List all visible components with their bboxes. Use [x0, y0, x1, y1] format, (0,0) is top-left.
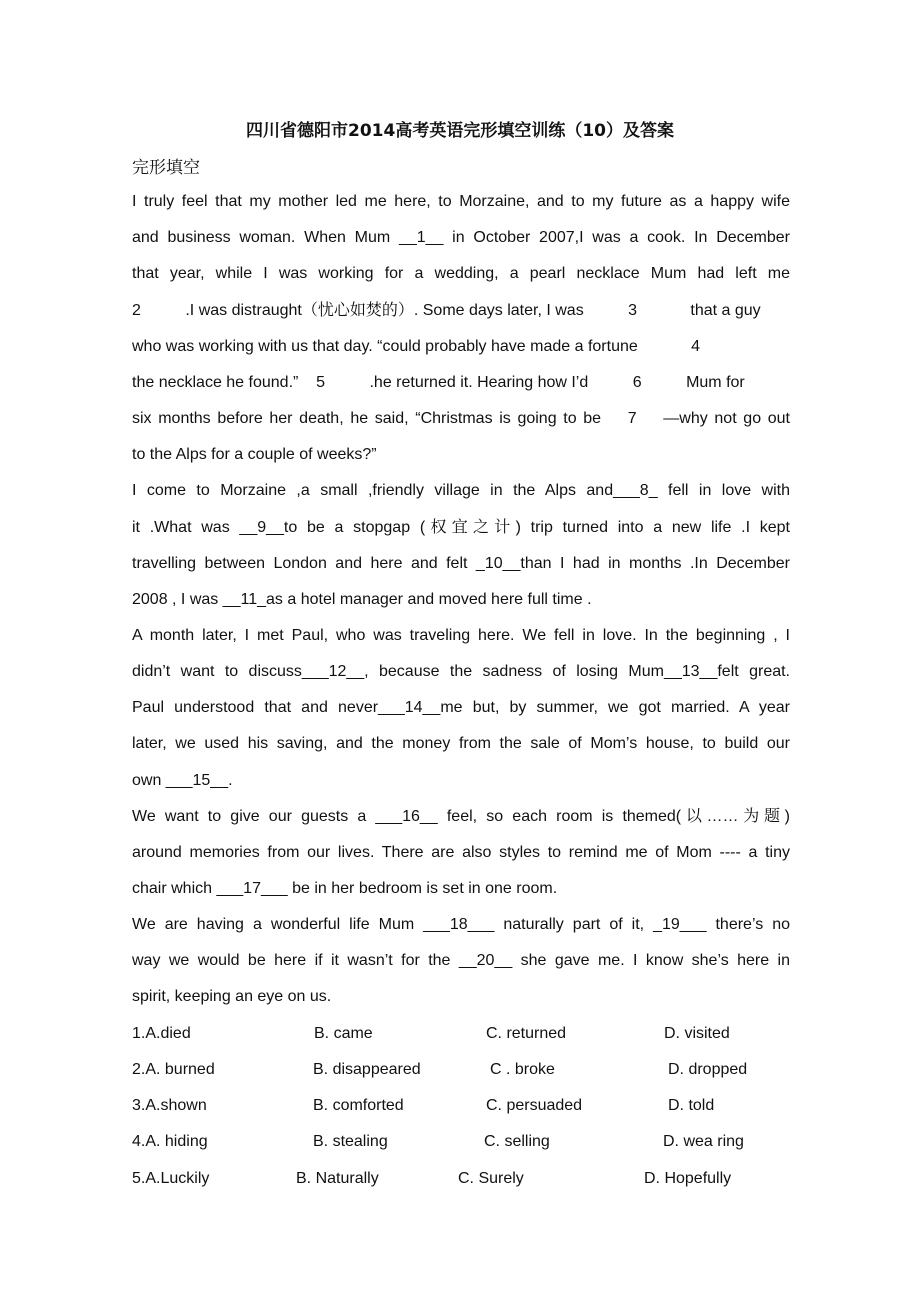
- option-b: B. came: [314, 1025, 373, 1042]
- passage-line: We want to give our guests a ___16__ feel, so each room is themed(以……为题): [132, 808, 790, 825]
- passage-line: chair which ___17___ be in her bedroom is set in one room.: [132, 880, 558, 897]
- option-d: D. visited: [664, 1025, 730, 1042]
- section-heading: 完形填空: [132, 158, 200, 178]
- passage-line: A month later, I met Paul, who was traveling here. We fell in love. In the beginning , I: [132, 627, 790, 644]
- passage-line: I come to Morzaine ,a small ,friendly village in the Alps and___8_ fell in love with: [132, 482, 790, 499]
- option-b: B. comforted: [313, 1097, 404, 1114]
- passage-line: the necklace he found.” 5 .he returned it. Hearing how I’d 6 Mum for: [132, 374, 745, 391]
- passage-line: and business woman. When Mum __1__ in October 2007,I was a cook. In December: [132, 229, 790, 246]
- passage-line: six months before her death, he said, “Christmas is going to be 7 —why not go out: [132, 410, 790, 427]
- option-d: D. Hopefully: [644, 1170, 732, 1187]
- option-d: D. wea ring: [663, 1133, 744, 1150]
- passage-line: who was working with us that day. “could probably have made a fortune 4: [132, 338, 700, 355]
- option-d: D. told: [668, 1097, 715, 1114]
- option-d: D. dropped: [668, 1061, 748, 1078]
- option-c: C. returned: [486, 1025, 567, 1042]
- option-a: 3.A.shown: [132, 1097, 207, 1114]
- passage-line: spirit, keeping an eye on us.: [132, 988, 332, 1005]
- passage-line: We are having a wonderful life Mum ___18___ naturally part of it, _19___ there’s no: [132, 916, 790, 933]
- passage-line: own ___15__.: [132, 772, 233, 789]
- passage-line: didn’t want to discuss___12__, because the sadness of losing Mum__13__felt great.: [132, 663, 790, 680]
- passage-line: 2008 , I was __11_as a hotel manager and moved here full time .: [132, 591, 592, 608]
- option-a: 1.A.died: [132, 1025, 191, 1042]
- passage-line: that year, while I was working for a wedding, a pearl necklace Mum had left me: [132, 265, 790, 282]
- passage-line: later, we used his saving, and the money from the sale of Mom’s house, to build our: [132, 735, 790, 752]
- option-a: 5.A.Luckily: [132, 1170, 210, 1187]
- page-title: 四川省德阳市2014高考英语完形填空训练（10）及答案: [246, 121, 674, 141]
- passage-line: around memories from our lives. There are also styles to remind me of Mom ---- a tiny: [132, 844, 790, 861]
- option-c: C. selling: [484, 1133, 550, 1150]
- option-a: 2.A. burned: [132, 1061, 215, 1078]
- option-b: B. disappeared: [313, 1061, 421, 1078]
- option-c: C. Surely: [458, 1170, 524, 1187]
- passage-line: to the Alps for a couple of weeks?”: [132, 446, 377, 463]
- passage-line: it .What was __9__to be a stopgap (权宜之计) trip turned into a new life .I kept: [132, 519, 790, 536]
- option-a: 4.A. hiding: [132, 1133, 208, 1150]
- option-b: B. Naturally: [296, 1170, 379, 1187]
- passage-line: I truly feel that my mother led me here, to Morzaine, and to my future as a happy wife: [132, 193, 790, 210]
- passage-line: 2 .I was distraught（忧心如焚的）. Some days later, I was 3 that a guy: [132, 302, 761, 319]
- passage-line: travelling between London and here and felt _10__than I had in months .In December: [132, 555, 790, 572]
- passage-line: Paul understood that and never___14__me but, by summer, we got married. A year: [132, 699, 790, 716]
- passage-line: way we would be here if it wasn’t for the __20__ she gave me. I know she’s here in: [132, 952, 790, 969]
- option-c: C. persuaded: [486, 1097, 583, 1114]
- option-b: B. stealing: [313, 1133, 388, 1150]
- option-c: C . broke: [490, 1061, 555, 1078]
